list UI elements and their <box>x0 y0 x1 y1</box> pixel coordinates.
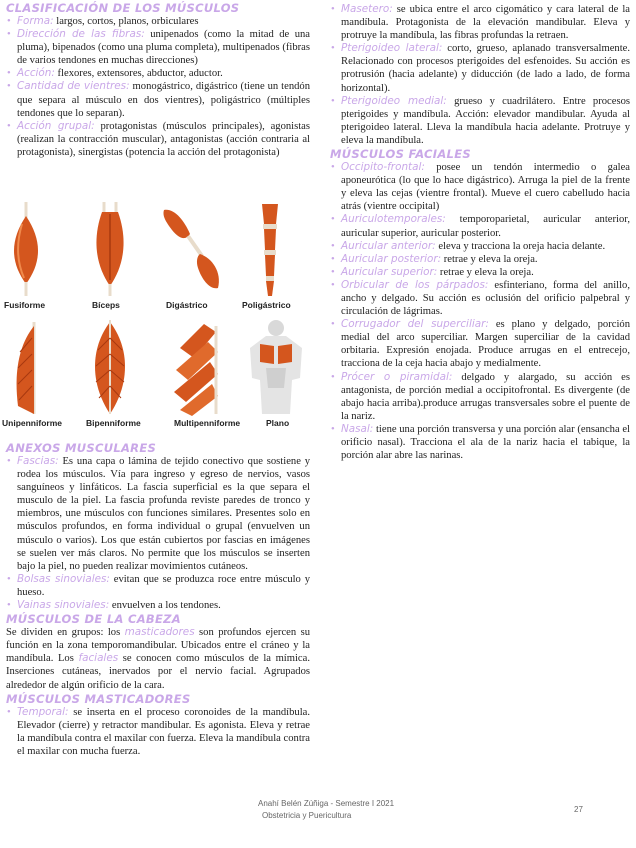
list-item-text: largos, cortos, planos, orbiculares <box>53 16 199 27</box>
term: Auricular superior: <box>341 265 438 278</box>
masticadores-list-continued <box>330 3 630 147</box>
text-fragment: son profundos ejercen su función en la zona temporomandibular. Ubicados entre el cráneo y la mandíbula. Los <box>6 627 310 665</box>
list-item-text: se ubica entre el arco cigomático y cara lateral de la mandíbula. Protagonista de la elevación mandibular. Eleva y protruye la mandíbula, las fibras profundas la retraen. <box>341 4 630 42</box>
cabeza-paragraph <box>6 626 310 691</box>
footer-course: Obstetricia y Puericultura <box>262 811 352 820</box>
list-item <box>330 266 630 279</box>
term: Acción: <box>17 67 55 80</box>
list-item-text: corto, grueso, aplanado transversalmente. Relacionado con procesos pterigoides del esfenoides. Su acción es protrusión (hacia adelante) y diducción (de lado a lado, de forma horizontal). <box>341 43 630 94</box>
term: Pterigoideo lateral: <box>341 42 443 55</box>
caption-digastrico: Digástrico <box>166 300 208 310</box>
term: Nasal: <box>341 422 374 435</box>
faciales-list <box>330 161 630 462</box>
list-item <box>330 213 630 239</box>
heading-cabeza: MÚSCULOS DE LA CABEZA <box>6 612 181 627</box>
list-item-text: eleva y tracciona la oreja hacia delante. <box>435 240 606 252</box>
list-item <box>330 42 630 94</box>
muscle-shapes-row-2 <box>4 318 304 418</box>
left-column <box>6 0 310 159</box>
fusiforme-muscle-icon <box>14 202 38 296</box>
term: Bolsas sinoviales: <box>17 572 110 585</box>
masticadores-list <box>6 706 310 758</box>
footer-author: Anahí Belén Zúñiga - Semestre I 2021 <box>258 799 395 808</box>
anexos-list <box>6 455 310 612</box>
bipenniforme-muscle-icon <box>95 320 125 414</box>
list-item <box>330 371 630 423</box>
list-item <box>6 706 310 758</box>
list-item <box>330 161 630 213</box>
term: Prócer o piramidal: <box>341 370 453 383</box>
caption-poligastrico: Poligástrico <box>242 300 291 310</box>
list-item-text: unipenados (como la mitad de una pluma), bipenados (como una pluma completa), multipenados (fibras de varios tendones en muchas direcciones) <box>17 29 310 67</box>
term: Cantidad de vientres: <box>17 80 130 93</box>
list-item <box>330 318 630 370</box>
caption-fusiforme: Fusiforme <box>4 300 46 310</box>
list-item-text: Es una capa o lámina de tejido conectivo que sostiene y rodea los músculos. Vía para ingreso y egreso de nervios, vasos sanguíneos y linfáticos. La fascia superficial es la que separa el musculo de la piel. La fascia profunda reviste paredes de tronco y miembros, une músculos con funciones similares. Presentes solo en músculos profundos, en forma individual o grupal (envuelven un músculo o varios). Los que están cubiertos por fascias en imágenes se suelen ver más claros. No permite que los músculos se inserten bajo la piel, no pueden realizar movimientos cutáneos. <box>17 456 310 572</box>
term: Masetero: <box>341 3 393 15</box>
term: Corrugador del superciliar: <box>341 318 489 331</box>
caption-biceps: Bíceps <box>92 300 120 310</box>
list-item <box>6 80 310 119</box>
digastrico-muscle-icon <box>163 210 218 288</box>
plano-torso-icon <box>250 320 302 414</box>
list-item <box>6 28 310 67</box>
term: Pterigoideo medial: <box>341 94 447 107</box>
multipenniforme-muscle-icon <box>174 324 218 416</box>
list-item <box>330 279 630 318</box>
list-item <box>6 455 310 573</box>
term: Forma: <box>17 15 54 27</box>
right-column <box>330 3 630 462</box>
classification-list <box>6 15 310 159</box>
term: Temporal: <box>17 705 69 718</box>
term: Auricular anterior: <box>341 239 436 252</box>
caption-multipenniforme: Multipenniforme <box>174 418 241 428</box>
term: Auricular posterior: <box>341 252 442 265</box>
list-item <box>6 120 310 159</box>
term: faciales <box>78 652 119 665</box>
list-item-text: posee un tendón intermedio o galea aponeurótica (lo que lo hace digástrico). Arruga la piel de la frente y eleva las cejas (vientre frontal). Mueve el cuero cabelludo hacia atrás (vientre occipital) <box>341 162 630 213</box>
list-item-text: flexores, extensores, abductor, aductor. <box>54 68 223 80</box>
term: Auriculotemporales: <box>341 213 446 226</box>
list-item <box>6 599 310 612</box>
list-item-text: es plano y delgado, porción medial del arco superciliar. Margen superciliar de la cavidad orbitaria. Expresión enojada. Produce arrugas en el entrecejo, tracciona de la ceja hacia abajo y medialmente. <box>341 319 630 370</box>
list-item-text: temporoparietal, auricular anterior, auricular superior, auricular posterior. <box>341 214 630 239</box>
caption-plano: Plano <box>266 418 290 428</box>
list-item-text: protagonistas (músculos principales), agonistas (realizan la contracción muscular), antagonistas (acción contraria al protagonista), sinergistas (potencia la acción del protagonista) <box>17 120 310 158</box>
term: Orbicular de los párpados: <box>341 278 489 291</box>
list-item-text: grueso y cuadrilátero. Entre procesos pterigoides y mandíbula. Acción: elevador mandibular. Ayuda al pterigoideo lateral. Lleva la mandíbula hacia adelante. Protruye y eleva la mandíbula. <box>341 95 630 146</box>
list-item <box>6 67 310 80</box>
text-fragment: se conocen como músculos de la mímica. Inserciones cutáneas, inervados por el nervio facial. Agrupados alrededor de algún orificio de la cara. <box>6 653 310 691</box>
list-item-text: retrae y eleva la oreja. <box>441 253 538 265</box>
heading-masticadores: MÚSCULOS MASTICADORES <box>6 691 191 706</box>
list-item-text: monogástrico, digástrico (tiene un tendón que separa al músculo en dos vientres), poligástrico (múltiples tendones que lo separan). <box>17 81 311 119</box>
list-item <box>6 15 310 28</box>
heading-faciales: MÚSCULOS FACIALES <box>330 147 471 162</box>
list-item <box>6 573 310 599</box>
term: masticadores <box>124 626 195 639</box>
list-item-text: evitan que se produzca roce entre músculo y hueso. <box>17 573 310 598</box>
caption-bipenniforme: Bipenniforme <box>86 418 141 428</box>
muscle-shapes-row-1 <box>4 200 304 300</box>
biceps-muscle-icon <box>96 202 123 296</box>
term: Occipito-frontal: <box>341 161 425 174</box>
list-item-text: retrae y eleva la oreja. <box>437 266 534 278</box>
text-fragment: Se dividen en grupos: los <box>6 627 125 639</box>
muscle-types-figure <box>4 200 304 438</box>
poligastrico-muscle-icon <box>262 204 278 296</box>
list-item-text: envuelven a los tendones. <box>109 600 221 612</box>
list-item <box>330 240 630 253</box>
list-item <box>330 423 630 462</box>
list-item-text: esfinteriano, forma del anillo, ancho y delgado. Su acción es oclusión del orificio palpebral y circulación de lágrimas. <box>341 279 630 318</box>
term: Fascias: <box>17 455 59 467</box>
caption-unipenniforme: Unipenniforme <box>2 418 62 428</box>
list-item-text: se inserta en el proceso coronoides de la mandíbula. Elevador (cierre) y retractor mandibular. Es agonista. Eleva y retrae la mandíbula contra el maxilar con fuerza. Eleva la mandíbula contra el maxilar con mucha fuerza. <box>17 706 310 757</box>
heading-clasificacion: CLASIFICACIÓN DE LOS MÚSCULOS <box>6 1 240 15</box>
heading-anexos: ANEXOS MUSCULARES <box>6 441 157 455</box>
term: Acción grupal: <box>17 119 95 132</box>
list-item <box>330 3 630 42</box>
list-item <box>330 95 630 147</box>
left-column-lower <box>6 441 310 758</box>
list-item-text: tiene una porción transversa y una porción alar (ensancha el orificio nasal). Tracciona el ala de la nariz hacia el tabique, la porción alar abre las narinas. <box>341 423 630 462</box>
list-item <box>330 253 630 266</box>
page-number: 27 <box>574 805 583 814</box>
term: Dirección de las fibras: <box>17 28 145 41</box>
list-item-text: delgado y alargado, su acción es antagonista, de porción medial a occipitofrontal. Es divergente (de abajo hacia arriba).produce arrugas transversales sobre el puente de la nariz. <box>341 371 630 422</box>
term: Vainas sinoviales: <box>17 599 110 612</box>
unipenniforme-muscle-icon <box>17 322 34 414</box>
